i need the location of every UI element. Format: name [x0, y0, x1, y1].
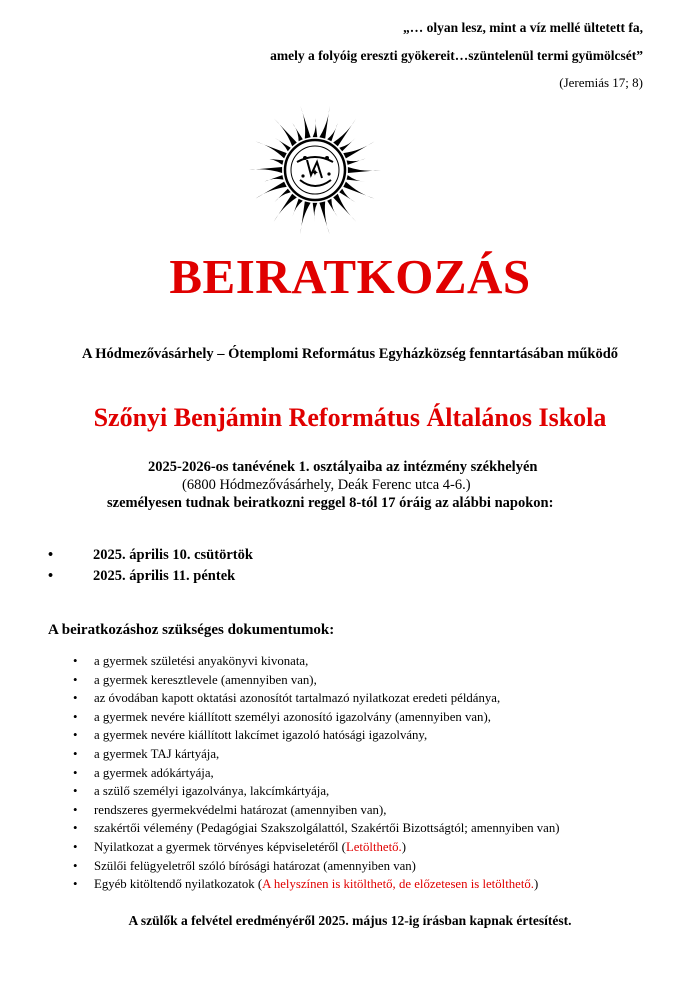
- sun-ray: [292, 123, 302, 141]
- sun-ray: [343, 182, 374, 199]
- sun-ray: [292, 199, 302, 217]
- bullet-icon: •: [73, 746, 78, 761]
- sun-ray: [249, 167, 282, 173]
- documents-heading: A beiratkozáshoz szükséges dokumentumok:: [48, 622, 335, 638]
- sun-ray: [333, 194, 356, 222]
- sun-ray: [319, 201, 329, 234]
- sun-ray: [274, 194, 297, 222]
- footer-note: A szülők a felvétel eredményéről 2025. május 12-ig írásban kapnak értesítést.: [128, 913, 572, 928]
- sun-ray: [347, 175, 366, 182]
- bullet-icon: •: [73, 821, 78, 836]
- sun-ray: [343, 141, 374, 158]
- bullet-icon: •: [48, 568, 54, 584]
- download-link[interactable]: Letölthető.: [345, 839, 402, 854]
- sun-emblem-icon: [245, 100, 385, 240]
- quote-line-2: amely a folyóig ereszti gyökereit…szüntelenül termi gyümölcsét”: [270, 48, 643, 63]
- sun-ray: [256, 141, 287, 158]
- sun-ray: [274, 118, 297, 146]
- sun-ray: [319, 106, 329, 139]
- bullet-icon: •: [73, 709, 78, 724]
- sun-ray: [300, 106, 310, 139]
- sun-ray: [327, 199, 337, 217]
- bullet-icon: •: [73, 672, 78, 687]
- bullet-icon: •: [73, 728, 78, 743]
- sun-ray: [333, 118, 356, 146]
- bullet-icon: •: [73, 877, 78, 892]
- sun-ray: [264, 175, 283, 182]
- sun-ray: [347, 158, 366, 165]
- intro-address: (6800 Hódmezővásárhely, Deák Ferenc utca 4-6.): [182, 477, 471, 493]
- bullet-icon: •: [73, 839, 78, 854]
- maintainer-subheading: A Hódmezővásárhely – Ótemplomi Református Egyházközség fenntartásában működő: [81, 346, 619, 362]
- quote-line-1: „… olyan lesz, mint a víz mellé ültetett fa,: [403, 20, 643, 35]
- sun-ray: [313, 118, 318, 137]
- sun-ray: [313, 203, 318, 222]
- intro-line-1: 2025-2026-os tanévének 1. osztályaiba az intézmény székhelyén: [148, 459, 538, 475]
- school-name: Szőnyi Benjámin Református Általános Iskola: [93, 403, 607, 432]
- sun-ray: [256, 182, 287, 199]
- sun-ray: [274, 138, 290, 152]
- bullet-icon: •: [73, 802, 78, 817]
- svg-text:✦: ✦: [310, 168, 320, 179]
- page-title: BEIRATKOZÁS: [169, 249, 531, 304]
- quote-reference: (Jeremiás 17; 8): [559, 75, 643, 90]
- bullet-icon: •: [73, 858, 78, 873]
- bullet-icon: •: [73, 784, 78, 799]
- sun-ray: [348, 167, 381, 173]
- bullet-icon: •: [48, 547, 54, 563]
- bullet-icon: •: [73, 654, 78, 668]
- download-link[interactable]: A helyszínen is kitölthető, de előzetesen is letölthető.: [262, 877, 534, 892]
- sun-ray: [339, 189, 355, 203]
- intro-line-3: személyesen tudnak beiratkozni reggel 8-tól 17 óráig az alábbi napokon:: [107, 495, 554, 511]
- sun-ray: [327, 123, 337, 141]
- bullet-icon: •: [73, 691, 78, 706]
- sun-ray: [300, 201, 310, 234]
- bullet-icon: •: [73, 765, 78, 780]
- sun-ray: [264, 158, 283, 165]
